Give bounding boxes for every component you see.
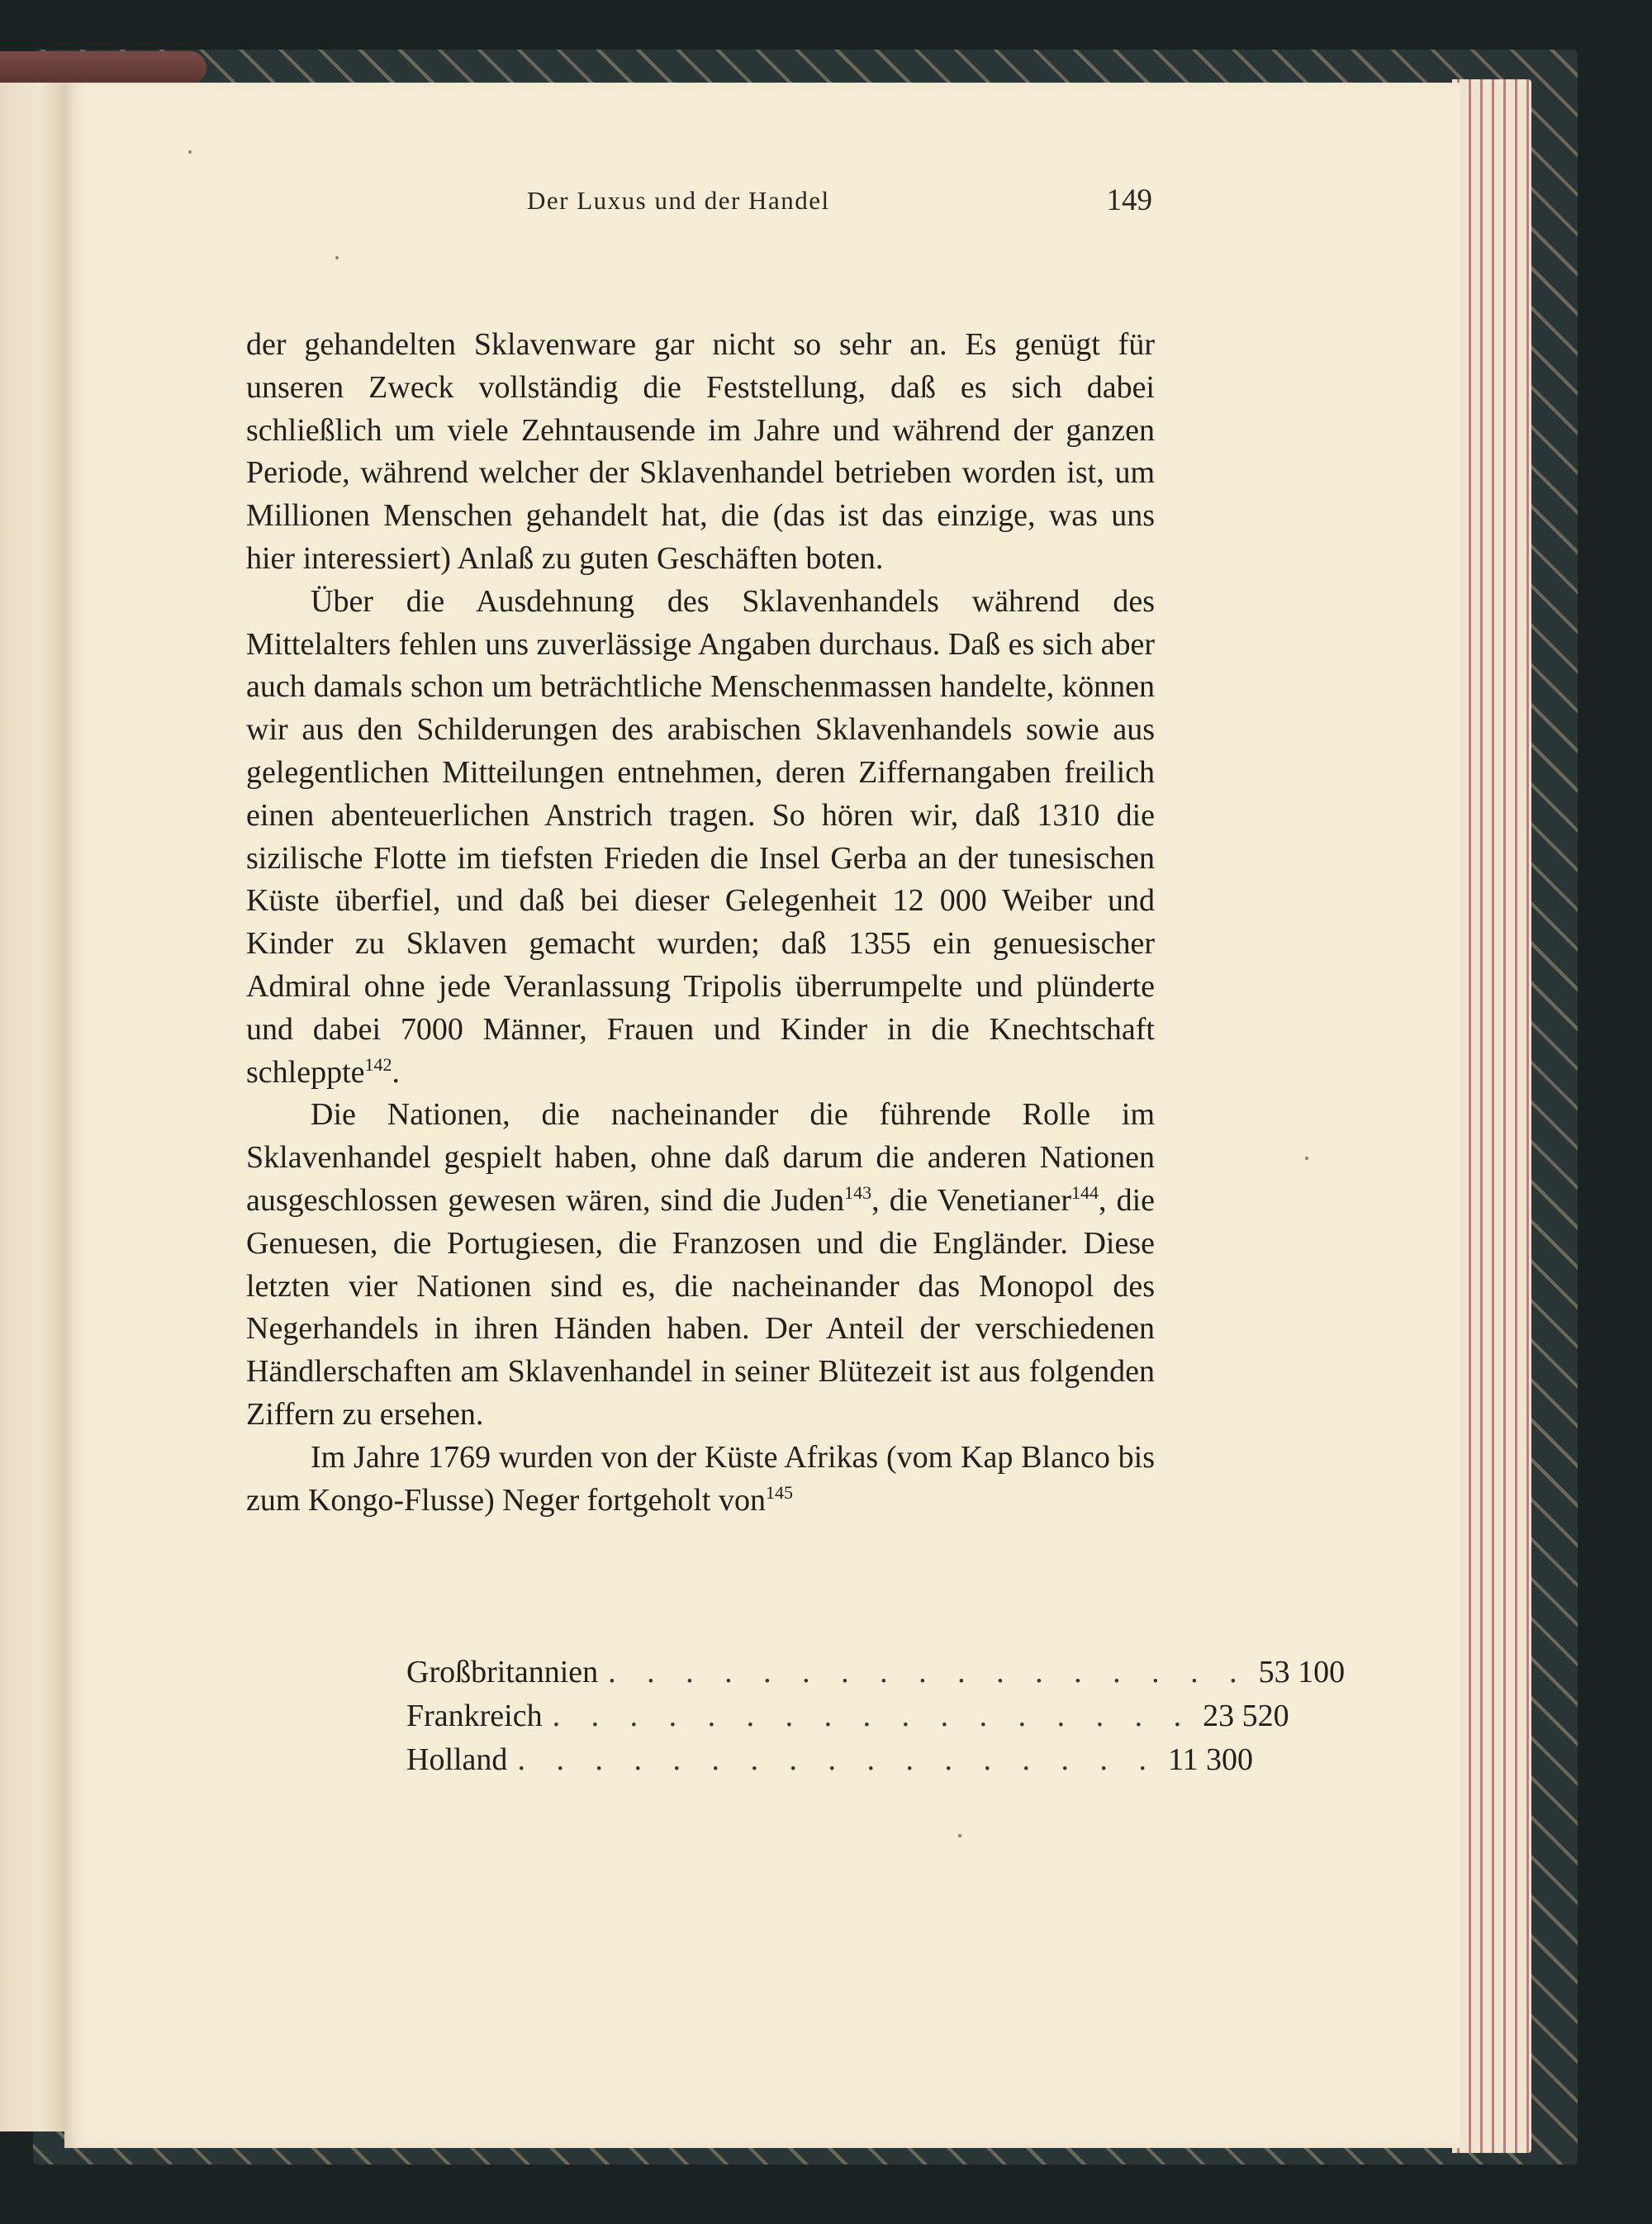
country-name: Holland	[406, 1742, 508, 1777]
table-row	[406, 1738, 1254, 1782]
footnote-ref-144: 144	[1071, 1181, 1099, 1203]
count-value: 11 300	[1167, 1742, 1254, 1777]
page-edges	[1452, 79, 1531, 2153]
dot-leader: . . . . . . . . . . . . . . . . .	[552, 1699, 1194, 1733]
paragraph-text: Die Nationen, die nacheinander die führende Rolle im Sklavenhandel gespielt haben, ohne daß darum die anderen Nationen ausgeschlossen gewesen wären, sind die Juden	[246, 1097, 1155, 1218]
footnote-ref-142: 142	[364, 1053, 392, 1075]
page-number: 149	[1106, 183, 1152, 217]
running-header	[182, 183, 1152, 229]
count-value: 23 520	[1203, 1699, 1289, 1733]
country-name: Frankreich	[406, 1699, 543, 1733]
paper-speck	[335, 256, 339, 259]
slave-export-table	[406, 1651, 1346, 1782]
dot-leader: . . . . . . . . . . . . . . . . .	[517, 1742, 1158, 1777]
paragraph-1	[246, 324, 1155, 581]
paragraph-tail: .	[392, 1054, 401, 1090]
table-row	[406, 1651, 1346, 1694]
footnote-ref-143: 143	[844, 1181, 872, 1203]
paragraph-text: Über die Ausdehnung des Sklavenhandels während des Mittelalters fehlen uns zuverlässige Angaben durchaus. Daß es sich aber auch damals schon um beträchtliche Menschenmassen handelte, können wir aus den Schilderungen des arabischen Sklavenhandels sowie aus gelegentlichen Mitteilungen entnehmen, deren Ziffernangaben freilich einen abenteuerlichen Anstrich tragen. So hören wir, daß 1310 die sizilische Flotte im tiefsten Frieden die Insel Gerba an der tunesischen Küste überfiel, und daß bei dieser Gelegenheit 12 000 Weiber und Kinder zu Sklaven gemacht wurden; daß 1355 ein genuesischer Admiral ohne jede Veranlassung Tripolis überrumpelte und plünderte und dabei 7000 Männer, Frauen und Kinder in die Knechtschaft schleppte	[246, 583, 1155, 1090]
paragraph-4	[246, 1437, 1155, 1523]
facing-page-edge	[0, 83, 69, 2131]
paper-speck	[188, 150, 192, 154]
paragraph-text: Im Jahre 1769 wurden von der Küste Afrikas (vom Kap Blanco bis zum Kongo-Flusse) Neger fortgeholt von	[246, 1439, 1155, 1518]
table-row	[406, 1694, 1289, 1738]
running-title: Der Luxus und der Handel	[527, 186, 830, 215]
paragraph-text: der gehandelten Sklavenware gar nicht so sehr an. Es genügt für unseren Zweck vollständig die Feststellung, daß es sich dabei schließlich um viele Zehntausende im Jahre und während der ganzen Periode, während welcher der Sklavenhandel betrieben worden ist, um Millionen Menschen gehandelt hat, die (das ist das einzige, was uns hier interessiert) Anlaß zu guten Geschäften boten.	[246, 327, 1155, 576]
footnote-ref-145: 145	[766, 1481, 793, 1503]
bookmark-ribbon	[0, 51, 206, 84]
country-name: Großbritannien	[406, 1655, 599, 1689]
paragraph-3	[246, 1094, 1155, 1436]
count-value: 53 100	[1258, 1655, 1346, 1689]
paragraph-2	[246, 581, 1155, 1095]
dot-leader: . . . . . . . . . . . . . . . . .	[608, 1655, 1249, 1689]
paper-speck	[958, 1834, 961, 1837]
paragraph-text: , die Genuesen, die Portugiesen, die Franzosen und die Engländer. Diese letzten vier Nationen sind es, die nacheinander das Monopol des Negerhandels in ihren Händen haben. Der Anteil der verschiedenen Händlerschaften am Sklavenhandel in seiner Blütezeit ist aus folgenden Ziffern zu ersehen.	[246, 1182, 1155, 1432]
body-text	[246, 324, 1155, 1522]
paper-speck	[1305, 1157, 1308, 1160]
paragraph-text: , die Venetianer	[871, 1182, 1071, 1218]
